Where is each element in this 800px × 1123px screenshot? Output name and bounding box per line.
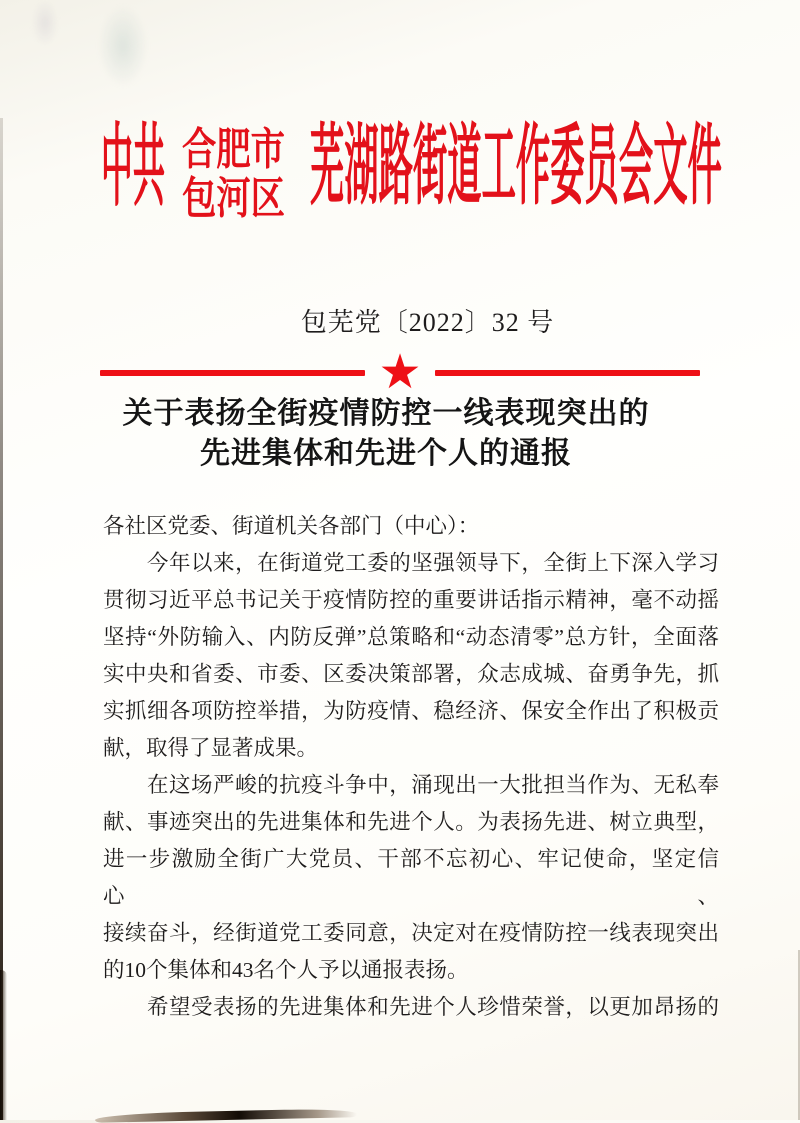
letterhead-district-text: 包河区 xyxy=(181,173,285,223)
red-rule-right xyxy=(435,370,700,376)
body-line: 坚持“外防输入、内防反弹”总策略和“动态清零”总方针，全面落 xyxy=(103,625,719,649)
letterhead-committee xyxy=(309,119,722,216)
document-body xyxy=(103,508,719,1026)
scan-left-bottom-shadow xyxy=(0,970,7,1120)
body-line: 进一步激励全街广大党员、干部不忘初心、牢记使命，坚定信心、 xyxy=(103,847,719,908)
red-star-icon: ★ xyxy=(378,344,422,400)
body-line: 实抓细各项防控举措，为防疫情、稳经济、保安全作出了积极贡 xyxy=(103,699,719,723)
letterhead-city-text: 合肥市 xyxy=(181,124,285,174)
letterhead-party-text: 中共 xyxy=(100,118,165,217)
pencil-smudge xyxy=(98,5,148,87)
document-letterhead xyxy=(0,116,800,223)
body-line: 献、事迹突出的先进集体和先进个人。为表扬先进、树立典型， xyxy=(103,810,719,834)
body-line: 接续奋斗，经街道党工委同意，决定对在疫情防控一线表现突出 xyxy=(103,921,719,945)
document-title-line2: 先进集体和先进个人的通报 xyxy=(200,437,572,470)
salutation-line: 各社区党委、街道机关各部门（中心）： xyxy=(103,514,480,538)
faint-smudge xyxy=(32,0,58,46)
body-line: 今年以来，在街道党工委的坚强领导下，全街上下深入学习 xyxy=(147,551,719,575)
letterhead-party xyxy=(100,118,165,217)
letterhead-committee-text: 芜湖路街道工作委员会文件 xyxy=(309,119,722,216)
letterhead-region xyxy=(181,124,286,223)
scan-bottom-shadow xyxy=(95,1108,357,1122)
document-title-line1: 关于表扬全街疫情防控一线表现突出的 xyxy=(122,397,650,430)
body-line: 献，取得了显著成果。 xyxy=(103,736,319,760)
body-line: 在这场严峻的抗疫斗争中，涌现出一大批担当作为、无私奉 xyxy=(147,773,719,797)
body-line: 贯彻习近平总书记关于疫情防控的重要讲话指示精神，毫不动摇 xyxy=(103,588,719,612)
red-rule-left xyxy=(100,370,365,376)
red-divider xyxy=(100,344,700,400)
body-line: 的10个集体和43名个人予以通报表扬。 xyxy=(103,958,469,982)
body-line: 实中央和省委、市委、区委决策部署，众志成城、奋勇争先，抓 xyxy=(103,662,719,686)
document-number: 包芜党〔2022〕32 号 xyxy=(300,308,555,337)
document-title xyxy=(0,394,786,474)
body-line: 希望受表扬的先进集体和先进个人珍惜荣誉，以更加昂扬的 xyxy=(147,995,719,1019)
